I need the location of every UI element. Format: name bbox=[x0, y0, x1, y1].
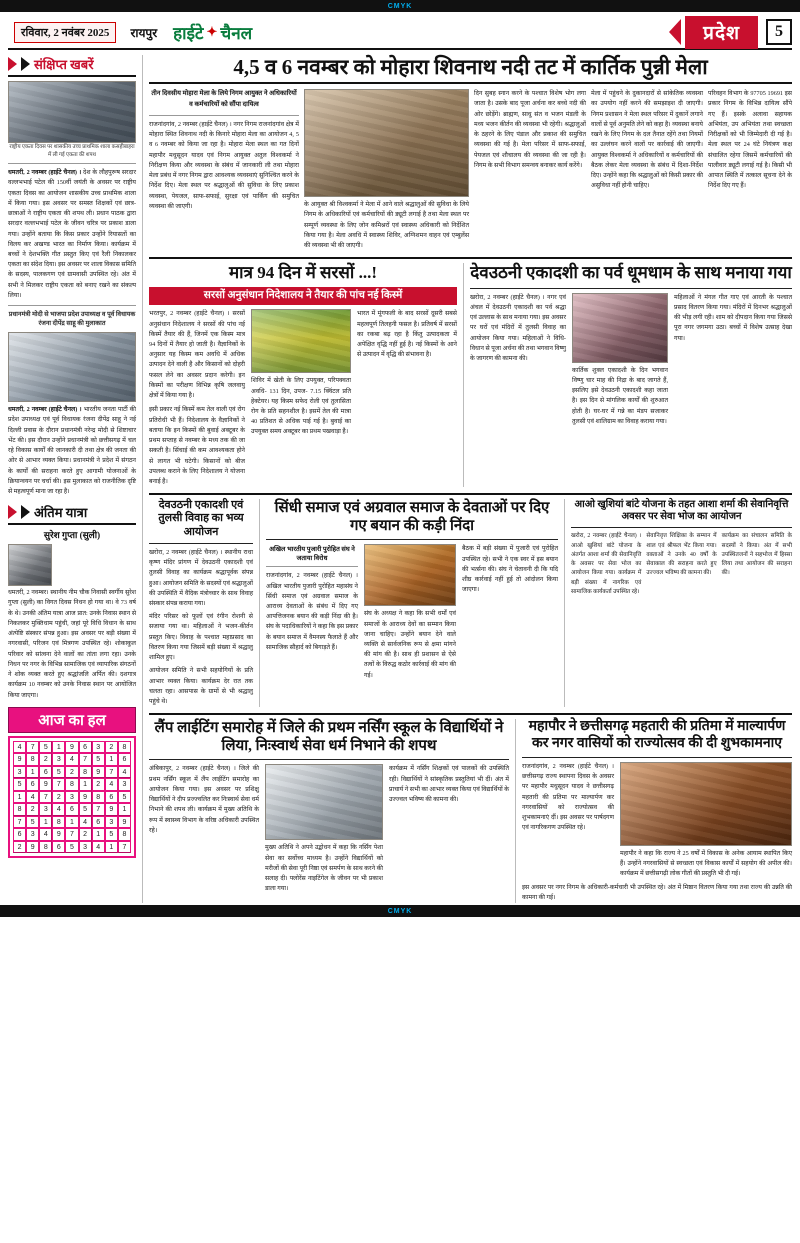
dev-cols bbox=[470, 293, 792, 427]
mayor-headline: महापौर ने छत्तीसगढ़ महतारी की प्रतिमा में माल्यार्पण कर नगर वासियों को राज्योत्सव की दी शुभकामनाए bbox=[528, 719, 786, 752]
lamp-col-3 bbox=[389, 764, 509, 894]
sudoku-cell: 9 bbox=[118, 816, 131, 829]
logo-text-2: चैनल bbox=[220, 23, 253, 43]
lead-subhead: तीन दिवसीय मोहारा मेला के लिये निगम आयुक्त ने अधिकारियों व कर्मचारियों को सौंपा दायित्व bbox=[151, 90, 297, 109]
sudoku-cell: 3 bbox=[92, 741, 105, 754]
sudoku-cell: 4 bbox=[52, 803, 65, 816]
leaf-icon: ✦ bbox=[206, 24, 218, 39]
publication-date: रविवार, 2 नवंबर 2025 bbox=[14, 22, 116, 43]
sudoku-cell: 9 bbox=[39, 778, 52, 791]
obituary-text: धमतरी, 2 नवम्बर। स्थानीय नीम चौक निवासी स्वर्गीय सुरेश गुप्ता (सुली) का विगत दिवस निधन हो गया था। वे 73 वर्ष के थे। उनकी अंतिम यात्रा आज प्रात: उनके निवास स्थान से निकलकर मुक्तिधाम पहुंची, जहां पूरे विधि विधान के साथ अंत्येष्टि संस्कार संपन्न हुआ। इस अवसर पर बड़ी संख्या में नगरवासी, परिजन एवं मित्रगण उपस्थित रहे। शोकाकुल परिवार को सांत्वना देने वालों का तांता लगा रहा। उनके निधन पर नगर के विभिन्न सामाजिक एवं व्यापारिक संगठनों ने शोक व्यक्त करते हुए श्रद्धांजलि अर्पित की। दशगात्र कार्यक्रम 10 नवम्बर को उनके निवास स्थान पर आयोजित किया जाएगा। bbox=[8, 589, 136, 699]
sarso-redbar: सरसों अनुसंधान निदेशालय ने तैयार की पांच नई किस्में bbox=[149, 287, 457, 306]
sudoku-cell: 7 bbox=[65, 828, 78, 841]
tulsi-headline: देवउठनी एकादशी एवं तुलसी विवाह का भव्य आयोजन bbox=[158, 499, 244, 538]
sudoku-cell: 2 bbox=[65, 766, 78, 779]
mayor-text-3: इस अवसर पर नगर निगम के अधिकारी-कर्मचारी भी उपस्थित रहे। अंत में मिष्ठान वितरण किया गया तथा राज्य की उन्नति की कामना की गई। bbox=[522, 883, 792, 901]
sudoku-cell: 6 bbox=[52, 841, 65, 854]
lead-photo-col bbox=[304, 89, 469, 251]
divider-10 bbox=[522, 757, 792, 758]
asha-text-2: सेवानिवृत्त शिक्षिका के सम्मान में शाल एवं श्रीफल भेंट किया गया। वक्ताओं ने उनके 40 वर्षों के सेवाकाल की सराहना करते हुए उज्ज्वल भविष्य की कामना की। bbox=[646, 533, 717, 577]
divider-4 bbox=[470, 288, 792, 289]
sudoku-cell: 3 bbox=[39, 803, 52, 816]
sudoku-cell: 7 bbox=[39, 791, 52, 804]
sudoku-cell: 5 bbox=[39, 741, 52, 754]
page-number: 5 bbox=[766, 19, 792, 45]
lamp-photo bbox=[265, 764, 383, 840]
row-sarso-dev bbox=[149, 263, 792, 487]
article-body-modi bbox=[8, 405, 136, 497]
lead-text-5: परिवहन विभाग के 97705 19691 इस प्रकार निगम के विभिन्न दायित्व सौंपे गए हैं। इसके अलावा सहायक अभियंता, उप अभियंता तथा स्वच्छता निरीक्षकों को भी जिम्मेदारी दी गई है। मेला स्थल पर 24 घंटे नियंत्रण कक्ष संचालित रहेगा जिसमें कर्मचारियों की पालीवार ड्यूटी लगाई गई है। किसी भी आपात स्थिति में तत्काल सूचना देने के निर्देश दिए गए हैं। bbox=[708, 90, 792, 190]
sudoku-cell: 9 bbox=[13, 753, 26, 766]
sudoku-cell: 6 bbox=[65, 803, 78, 816]
sindhi-headline: सिंधी समाज एवं अग्रवाल समाज के देवताओं पर दिए गए बयान की कड़ी निंदा bbox=[274, 500, 550, 535]
sindhi-cols bbox=[266, 544, 558, 681]
divider-2 bbox=[8, 305, 136, 306]
sudoku-cell: 8 bbox=[26, 753, 39, 766]
dev-col-1 bbox=[470, 293, 566, 427]
sudoku-cell: 6 bbox=[118, 753, 131, 766]
sudoku-cell: 8 bbox=[79, 766, 92, 779]
triangle-icon bbox=[8, 57, 17, 71]
lead-top-strip bbox=[149, 89, 792, 251]
sarso-col-3 bbox=[357, 309, 457, 487]
dev-photo bbox=[572, 293, 668, 363]
sudoku-cell: 6 bbox=[79, 741, 92, 754]
dev-article bbox=[470, 263, 792, 487]
mayor-text-2: महापौर ने कहा कि राज्य ने 25 वर्षों में विकास के अनेक आयाम स्थापित किए हैं। उन्होंने नगरवासियों से स्वच्छता एवं विकास कार्यों में सहयोग की अपील की। कार्यक्रम में छत्तीसगढ़ी लोक गीतों की प्रस्तुति भी दी गई। bbox=[620, 849, 792, 878]
sudoku-cell: 8 bbox=[13, 803, 26, 816]
asha-col-2 bbox=[646, 532, 716, 597]
sudoku-cell: 5 bbox=[26, 816, 39, 829]
dev-text-3: महिलाओं ने मंगल गीत गाए एवं आरती के पश्चात प्रसाद वितरण किया गया। मंदिरों में दिनभर श्रद्धालुओं की भीड़ लगी रही। शाम को दीपदान किया गया जिससे पूरा नगर जगमगा उठा। बच्चों में विशेष उत्साह देखा गया। bbox=[674, 293, 792, 342]
tulsi-text-1: खरोरा, 2 नवम्बर (हाईटे चैनल) । स्थानीय राधा कृष्ण मंदिर प्रांगण में देवउठनी एकादशी एवं तुलसी विवाह का कार्यक्रम श्रद्धापूर्वक संपन्न हुआ। आयोजन समिति के सदस्यों एवं श्रद्धालुओं की उपस्थिति में वैदिक मंत्रोच्चार के साथ विवाह संस्कार संपन्न कराया गया। bbox=[149, 548, 253, 608]
banner-last-journey bbox=[8, 503, 136, 525]
sudoku-cell: 7 bbox=[13, 816, 26, 829]
arrow-icon bbox=[669, 19, 681, 45]
column-rule-5 bbox=[515, 719, 516, 903]
divider-9 bbox=[149, 759, 509, 760]
mayor-text-1: राजनांदगांव, 2 नवम्बर (हाईटे चैनल) । छत्तीसगढ़ राज्य स्थापना दिवस के अवसर पर महापौर मधुसूदन यादव ने छत्तीसगढ़ महतारी की प्रतिमा पर माल्यार्पण कर नगरवासियों को राज्योत्सव की शुभकामनाएं दीं। इस अवसर पर पार्षदगण एवं नागरिकगण उपस्थित रहे। bbox=[522, 762, 614, 832]
sudoku-grid bbox=[13, 741, 131, 854]
sudoku-cell: 7 bbox=[26, 741, 39, 754]
sudoku-cell: 6 bbox=[92, 816, 105, 829]
lead-text-col-3 bbox=[474, 89, 586, 251]
masthead bbox=[8, 16, 792, 50]
asha-article bbox=[571, 499, 792, 707]
sindhi-col-2 bbox=[364, 544, 456, 681]
sudoku-cell: 4 bbox=[39, 828, 52, 841]
lamp-col-1 bbox=[149, 764, 259, 894]
sudoku-cell: 2 bbox=[13, 841, 26, 854]
lead-text-2: के आयुक्त श्री विश्वकर्मा ने मेला में आने वाले श्रद्धालुओं की सुविधा के लिये निगम के अधिकारियों एवं कर्मचारियों की ड्यूटी लगाई है तथा मेला स्थल पर सम्पूर्ण व्यवस्था के लिए जोन कमिश्नरों एवं स्वास्थ्य अधिकारी को निर्देशित किया गया है। मेला अवधि में स्वास्थ्य शिविर, अग्निशमन वाहन एवं एम्बुलेंस की व्यवस्था भी की जाएगी। bbox=[304, 201, 469, 250]
page-columns bbox=[8, 55, 792, 903]
sudoku-cell: 7 bbox=[92, 803, 105, 816]
sudoku-cell: 9 bbox=[79, 791, 92, 804]
row-three-articles bbox=[149, 499, 792, 707]
obituary-name: सुरेश गुप्ता (सुली) bbox=[43, 530, 101, 541]
sudoku-cell: 4 bbox=[79, 816, 92, 829]
sudoku-cell: 6 bbox=[105, 791, 118, 804]
lead-text-col-5 bbox=[708, 89, 792, 251]
tulsi-text-2: मंदिर परिसर को फूलों एवं रंगीन रोशनी से सजाया गया था। महिलाओं ने भजन-कीर्तन प्रस्तुत किए। विवाह के पश्चात महाप्रसाद का वितरण किया गया जिसमें बड़ी संख्या में श्रद्धालु शामिल हुए। bbox=[149, 613, 253, 662]
sudoku-cell: 6 bbox=[13, 828, 26, 841]
sudoku-cell: 1 bbox=[65, 816, 78, 829]
mayor-cols bbox=[522, 762, 792, 880]
sindhi-text-3: बैठक में बड़ी संख्या में पुजारी एवं पुरोहित उपस्थित रहे। सभी ने एक स्वर में इस बयान की भर्त्सना की। संघ ने चेतावनी दी कि यदि शीघ्र कार्रवाई नहीं हुई तो आंदोलन किया जाएगा। bbox=[462, 545, 558, 594]
mayor-col-1 bbox=[522, 762, 614, 880]
divider bbox=[8, 163, 136, 164]
top-color-bar bbox=[0, 0, 800, 12]
photo-caption-unity-day: राष्ट्रीय एकता दिवस पर शासकीय उच्च प्राथमिक शाला कसहीबाहरा में ली गई एकता की शपथ bbox=[9, 144, 135, 158]
sudoku-cell: 6 bbox=[26, 778, 39, 791]
sarso-col-2 bbox=[251, 309, 351, 487]
sindhi-photo bbox=[364, 544, 456, 606]
sudoku-cell: 1 bbox=[39, 816, 52, 829]
triangle-icon-4 bbox=[21, 505, 30, 519]
sudoku-cell: 3 bbox=[105, 816, 118, 829]
sudoku-cell: 1 bbox=[105, 753, 118, 766]
divider-3 bbox=[149, 115, 299, 116]
lamp-article bbox=[149, 719, 509, 903]
sindhi-article bbox=[266, 499, 558, 707]
sudoku-cell: 2 bbox=[52, 791, 65, 804]
sudoku-cell: 3 bbox=[65, 791, 78, 804]
column-rule-2 bbox=[463, 263, 464, 487]
dateline-modi: धमतरी, 2 नवम्बर (हाईटे चैनल) । bbox=[8, 406, 82, 414]
dev-headline: देवउठनी एकादशी का पर्व धूमधाम के साथ मनाया गया bbox=[470, 263, 792, 283]
sudoku-cell: 7 bbox=[79, 753, 92, 766]
section-divider-3 bbox=[149, 713, 792, 715]
sudoku-solution bbox=[8, 736, 136, 859]
mayor-photo bbox=[620, 762, 792, 846]
news-photo-unity-day bbox=[8, 81, 136, 143]
asha-cols bbox=[571, 532, 792, 597]
sarso-cols bbox=[149, 309, 457, 487]
banner-brief-news bbox=[8, 55, 136, 77]
mayor-article bbox=[522, 719, 792, 903]
masthead-left bbox=[8, 16, 169, 48]
sudoku-cell: 4 bbox=[118, 766, 131, 779]
lead-photo bbox=[304, 89, 469, 197]
sudoku-cell: 5 bbox=[13, 778, 26, 791]
sudoku-cell: 7 bbox=[52, 778, 65, 791]
cmyk-label-bottom: CMYK bbox=[387, 907, 413, 915]
sindhi-col-3 bbox=[462, 544, 558, 681]
sudoku-cell: 2 bbox=[79, 828, 92, 841]
sudoku-cell: 2 bbox=[26, 803, 39, 816]
sarso-photo bbox=[251, 309, 351, 373]
dev-text-1: खरोरा, 2 नवम्बर (हाईटे चैनल) । नगर एवं अंचल में देवउठनी एकादशी का पर्व श्रद्धा एवं उल्लास के साथ मनाया गया। इस अवसर पर घरों एवं मंदिरों में तुलसी विवाह का आयोजन किया गया। महिलाओं ने विधि-विधान से पूजा अर्चना की तथा भगवान विष्णु के जागरण की कामना की। bbox=[470, 293, 566, 363]
sudoku-cell: 2 bbox=[92, 778, 105, 791]
column-rule-1 bbox=[142, 55, 143, 903]
paper-logo bbox=[169, 16, 252, 48]
dateline-unity-day: धमतरी, 2 नवम्बर (हाईटे चैनल) । bbox=[8, 169, 82, 177]
asha-headline: आओ खुशियां बांटे योजना के तहत आशा शर्मा की सेवानिवृत्ति अवसर पर सेवा भोज का आयोजन bbox=[574, 499, 789, 523]
section-title: प्रदेश bbox=[685, 16, 758, 49]
lamp-headline: लैंप लाईटिंग समारोह में जिले की प्रथम नर्सिंग स्कूल के विद्यार्थियों ने लिया, निःस्वार्थ सेवा धर्म निभाने की शपथ bbox=[154, 720, 504, 755]
sudoku-cell: 9 bbox=[65, 741, 78, 754]
sudoku-cell: 1 bbox=[79, 778, 92, 791]
sindhi-text-1: राजनांदगांव, 2 नवम्बर (हाईटे चैनल) । अखिल भारतीय पुजारी पुरोहित महासंघ ने सिंधी समाज एवं अग्रवाल समाज के आराध्य देवताओं के संबंध में दिए गए आपत्तिजनक बयान की कड़ी निंदा की है। संघ के पदाधिकारियों ने कहा कि इस प्रकार के बयान समाज में वैमनस्य फैलाते हैं और सामाजिक सौहार्द को बिगाड़ते हैं। bbox=[266, 572, 358, 651]
divider-6 bbox=[266, 539, 558, 540]
sindhi-kicker: अखिल भारतीय पुजारी पुरोहित संघ ने जताया विरोध bbox=[269, 546, 355, 563]
sudoku-cell: 1 bbox=[26, 766, 39, 779]
mayor-col-2 bbox=[620, 762, 792, 880]
cmyk-label-top: CMYK bbox=[387, 2, 413, 10]
sudoku-cell: 9 bbox=[92, 766, 105, 779]
sarso-col-1 bbox=[149, 309, 245, 487]
banner-label: संक्षिप्त खबरें bbox=[34, 57, 94, 72]
sudoku-cell: 8 bbox=[52, 816, 65, 829]
lamp-col-2 bbox=[265, 764, 383, 894]
sudoku-cell: 5 bbox=[92, 753, 105, 766]
sudoku-cell: 1 bbox=[105, 841, 118, 854]
logo-text-1: हाईटे bbox=[173, 23, 204, 43]
article-body-unity-day bbox=[8, 168, 136, 301]
sudoku-cell: 1 bbox=[92, 828, 105, 841]
sudoku-cell: 5 bbox=[52, 766, 65, 779]
sudoku-cell: 2 bbox=[105, 741, 118, 754]
asha-col-1 bbox=[571, 532, 641, 597]
lamp-text-1: अंबिकापुर, 2 नवम्बर (हाईटे चैनल) । जिले की प्रथम नर्सिंग स्कूल में लैंप लाईटिंग समारोह का आयोजन किया गया। इस अवसर पर प्रशिक्षु विद्यार्थियों ने दीप प्रज्ज्वलित कर निःस्वार्थ सेवा धर्म निभाने की शपथ ली। कार्यक्रम में मुख्य अतिथि के रूप में स्वास्थ्य विभाग के वरिष्ठ अधिकारी उपस्थित रहे। bbox=[149, 765, 259, 834]
dev-text-2: कार्तिक शुक्ल एकादशी के दिन भगवान विष्णु चार माह की निद्रा के बाद जागते हैं, इसलिए इसे देवउठनी एकादशी कहा जाता है। इस दिन से मांगलिक कार्यों की शुरुआत होती है। घर-घर में गन्ने का मंडप सजाकर तुलसी एवं शालिग्राम का विवाह कराया गया। bbox=[572, 366, 668, 425]
sudoku-cell: 8 bbox=[92, 791, 105, 804]
divider-5 bbox=[149, 543, 253, 544]
lead-text-1: राजनांदगांव, 2 नवम्बर (हाईटे चैनल) । नगर निगम राजनांदगांव क्षेत्र में मोहारा स्थित शिवनाथ नदी के किनारे मोहारा मेला का आयोजन 4, 5 व 6 नवम्बर को किया जा रहा है। मोहारा मेला स्थल का गत दिनों महापौर मधुसूदन यादव एवं निगम आयुक्त अतुल विश्वकर्मा ने निरीक्षण किया और व्यवस्था के संबंध में जानकारी ली तथा मोहारा मेला प्रबंध में नगर निगम द्वारा आवश्यक व्यवस्थाएं सुनिश्चित करने के निर्देश दिए। मेला स्थल पर श्रद्धालुओं की सुविधा के लिए प्रकाश व्यवस्था, पेयजल, साफ-सफाई, सुरक्षा एवं पार्किंग की समुचित व्यवस्था की जाएगी। bbox=[149, 120, 299, 210]
asha-text-1: खरोरा, 2 नवम्बर (हाईटे चैनल) । आओ खुशियां बांटे योजना के अंतर्गत आशा शर्मा की सेवानिवृत्ति के अवसर पर सेवा भोज का आयोजन किया गया। कार्यक्रम में बड़ी संख्या में नागरिक एवं सामाजिक कार्यकर्ता उपस्थित रहे। bbox=[571, 533, 642, 595]
divider-7 bbox=[266, 566, 358, 567]
sudoku-cell: 1 bbox=[118, 803, 131, 816]
sudoku-cell: 4 bbox=[105, 778, 118, 791]
dev-col-2 bbox=[572, 293, 668, 427]
column-rule-3 bbox=[259, 499, 260, 707]
sudoku-cell: 2 bbox=[39, 753, 52, 766]
dev-col-3 bbox=[674, 293, 792, 427]
lamp-cols bbox=[149, 764, 509, 894]
sudoku-cell: 8 bbox=[39, 841, 52, 854]
sudoku-cell: 5 bbox=[118, 791, 131, 804]
sudoku-cell: 5 bbox=[105, 828, 118, 841]
sarso-text-4: भारत में मूंगफली के बाद सरसों दूसरी सबसे महत्वपूर्ण तिलहनी फसल है। प्रतिवर्ष में सरसों का रकबा बढ़ रहा है किंतु उत्पादकता में अपेक्षित वृद्धि नहीं हुई है। नई किस्मों के आने से उत्पादन में वृद्धि की संभावना है। bbox=[357, 310, 457, 359]
left-column bbox=[8, 55, 136, 903]
article-text-unity-day: देश के लौहपुरूष सरदार वल्लभभाई पटेल की 150वीं जयंती के अवसर पर राष्ट्रीय एकता दिवस का आयोजन शासकीय उच्च प्राथमिक शाला में किया गया। इस अवसर पर समस्त शिक्षकों एवं छात्र-छात्राओं ने राष्ट्रीय एकता की शपथ ली। प्रधान पाठक द्वारा सरदार वल्लभभाई पटेल के जीवन चरित्र पर प्रकाश डाला गया। उन्होंने बताया कि किस प्रकार उन्होंने रियासतों का विलय कर अखण्ड भारत का निर्माण किया। कार्यक्रम में बच्चों ने देशभक्ति गीत प्रस्तुत किए एवं रैली निकालकर एकता का संदेश दिया। इस अवसर पर शाला विकास समिति के सदस्य, पालकगण एवं ग्रामवासी उपस्थित रहे। अंत में सभी ने मिलकर राष्ट्रीय एकता को बनाए रखने का संकल्प लिया। bbox=[8, 169, 137, 299]
sindhi-col-1 bbox=[266, 544, 358, 681]
sudoku-cell: 3 bbox=[26, 828, 39, 841]
lead-headline: 4,5 व 6 नवम्बर को मोहारा शिवनाथ नदी तट में कार्तिक पुन्नी मेला bbox=[149, 55, 792, 84]
lead-text-3: दिन सुबह स्नान करने के पश्चात विशेष भोग लगा जाता है। उसके बाद पूजा अर्चना कर बच्चे नदी की ओर छोड़ेंगे। ब्राह्मण, साधु संत व भजन मंडली के मध्य भजन कीर्तन की व्यवस्था भी रहेगी। श्रद्धालुओं के ठहरने के लिए पंडाल और प्रकाश की समुचित व्यवस्था की गई है। मेला परिसर में साफ-सफाई, पेयजल एवं शौचालय की व्यवस्था की जा रही है। निगम के सभी विभाग समन्वय बनाकर कार्य करेंगे। bbox=[474, 90, 586, 169]
sudoku-cell: 8 bbox=[118, 741, 131, 754]
photo-caption-modi: प्रधानमंत्री मोदी से भाजपा प्रदेश उपाध्यक्ष व पूर्व विधायक रंजना दीपेंद्र साहू की मुलाकात bbox=[8, 311, 136, 328]
bottom-color-bar bbox=[0, 905, 800, 917]
tulsi-text-3: आयोजन समिति ने सभी सहयोगियों के प्रति आभार व्यक्त किया। कार्यक्रम देर रात तक चलता रहा। आसपास के ग्रामों से भी श्रद्धालु पहुंचे थे। bbox=[149, 667, 253, 706]
sudoku-cell: 4 bbox=[26, 791, 39, 804]
sudoku-cell: 4 bbox=[65, 753, 78, 766]
main-content bbox=[149, 55, 792, 903]
lead-text-4: मेला में पहुंचने के दुकानदारों से सांकेतिक व्यवस्था का उपयोग नहीं करने की समझाइश दी जाएगी। निगम प्रशासन ने मेला स्थल परिसर में दुकानें लगाने वालों से पूर्व अनुमति लेने को कहा है। व्यवस्था बनाये रखने के लिए निगम के दल तैनात रहेंगे तथा नियमों का उल्लंघन करने वालों पर कार्रवाई की जाएगी। आयुक्त विश्वकर्मा ने अधिकारियों व कर्मचारियों की बैठक लेकर मेला व्यवस्था के संबंध में दिशा-निर्देश दिए। उन्होंने कहा कि श्रद्धालुओं को किसी प्रकार की असुविधा नहीं होनी चाहिए। bbox=[591, 90, 703, 190]
masthead-right bbox=[669, 16, 792, 48]
sarso-headline: मात्र 94 दिन में सरसों ...! bbox=[229, 263, 377, 283]
sudoku-cell: 1 bbox=[13, 791, 26, 804]
sindhi-text-2: संघ के अध्यक्ष ने कहा कि सभी धर्मों एवं समाजों के आराध्य देवों का सम्मान किया जाना चाहिए। उन्होंने बयान देने वाले व्यक्ति से सार्वजनिक रूप से क्षमा मांगने की मांग की है। साथ ही प्रशासन से ऐसे तत्वों के विरुद्ध कठोर कार्रवाई की मांग की गई। bbox=[364, 610, 456, 679]
sudoku-cell: 9 bbox=[26, 841, 39, 854]
news-photo-modi bbox=[8, 332, 136, 402]
asha-text-3: कार्यक्रम का संचालन समिति के सदस्यों ने किया। अंत में सभी उपस्थितजनों ने सहभोज में हिस्सा लिया तथा आयोजन की सराहना की। bbox=[721, 533, 792, 577]
sudoku-cell: 1 bbox=[52, 741, 65, 754]
sudoku-cell: 3 bbox=[13, 766, 26, 779]
sudoku-cell: 6 bbox=[39, 766, 52, 779]
section-divider-2 bbox=[149, 493, 792, 495]
edition-city: रायपुर bbox=[130, 25, 158, 40]
tulsi-article bbox=[149, 499, 253, 707]
sudoku-cell: 8 bbox=[118, 828, 131, 841]
lead-subhead-col bbox=[149, 89, 299, 251]
sudoku-cell: 5 bbox=[65, 841, 78, 854]
sudoku-cell: 4 bbox=[13, 741, 26, 754]
sudoku-cell: 7 bbox=[118, 841, 131, 854]
sudoku-cell: 8 bbox=[65, 778, 78, 791]
sudoku-cell: 3 bbox=[79, 841, 92, 854]
sudoku-title: आज का हल bbox=[8, 707, 136, 733]
sarso-text-3: शिविर में खेती के लिए उपयुक्त, परिपक्वता अवधि- 131 दिन, उपज- 7.15 क्विंटल प्रति हेक्टेयर। यह किस्म सफेद रोली एवं तुलासिता रोग के प्रति सहनशील है। इसमें तेल की मात्रा 40 प्रतिशत से अधिक पाई गई है। बुवाई का उपयुक्त समय अक्टूबर का प्रथम पखवाड़ा है। bbox=[251, 377, 351, 436]
sudoku-cell: 3 bbox=[118, 778, 131, 791]
masthead-spacer bbox=[252, 16, 669, 48]
banner-label-2: अंतिम यात्रा bbox=[34, 505, 88, 521]
divider-8 bbox=[571, 527, 792, 528]
sudoku-cell: 5 bbox=[79, 803, 92, 816]
section-divider-1 bbox=[149, 257, 792, 259]
sudoku-cell: 9 bbox=[105, 803, 118, 816]
triangle-icon-2 bbox=[21, 57, 30, 71]
sudoku-cell: 4 bbox=[92, 841, 105, 854]
sarso-article bbox=[149, 263, 457, 487]
row-lamp-mayor bbox=[149, 719, 792, 903]
article-text-modi: भारतीय जनता पार्टी की प्रदेश उपाध्यक्ष एवं पूर्व विधायक रंजना दीपेंद्र साहू ने नई दिल्ली प्रवास के दौरान प्रधानमंत्री नरेन्द्र मोदी से शिष्टाचार भेंट की। इस दौरान उन्होंने प्रधानमंत्री को छत्तीसगढ़ में चल रहे विकास कार्यों की जानकारी दी तथा क्षेत्र की जनता की ओर से आभार व्यक्त किया। प्रधानमंत्री ने प्रदेश में संगठन के कार्यों की सराहना करते हुए आगामी योजनाओं के क्रियान्वयन पर चर्चा की। इस मुलाकात को राजनीतिक दृष्टि से महत्वपूर्ण माना जा रहा है। bbox=[8, 406, 136, 495]
lamp-text-3: कार्यक्रम में नर्सिंग शिक्षकों एवं पालकों की उपस्थिति रही। विद्यार्थियों ने सांस्कृतिक प्रस्तुतियां भी दीं। अंत में प्राचार्य ने सभी का आभार व्यक्त किया एवं विद्यार्थियों के उज्ज्वल भविष्य की कामना की। bbox=[389, 765, 509, 804]
sudoku-cell: 3 bbox=[52, 753, 65, 766]
lamp-text-2: मुख्य अतिथि ने अपने उद्बोधन में कहा कि नर्सिंग पेशा सेवा का सर्वोच्च माध्यम है। उन्होंने विद्यार्थियों को मरीजों की सेवा पूरी निष्ठा एवं समर्पण के साथ करने की सलाह दी। फ्लोरेंस नाइटिंगेल के जीवन पर भी प्रकाश डाला गया। bbox=[265, 844, 383, 893]
sarso-text-2: इसी प्रकार नई किस्में कम तेल वाली एवं रोग प्रतिरोधी भी हैं। निदेशालय के वैज्ञानिकों ने बताया कि इन किस्मों की बुवाई अक्टूबर के प्रथम सप्ताह से नवम्बर के मध्य तक की जा सकती है। सिंचाई की कम आवश्यकता होने से लागत भी घटेगी। किसानों को बीज उपलब्ध कराने के लिए निदेशालय ने योजना बनाई है। bbox=[149, 406, 245, 486]
sarso-text-1: भरतपुर, 2 नवम्बर (हाईटे चैनल) । सरसों अनुसंधान निदेशालय ने सरसों की पांच नई किस्में तैयार की हैं, जिनमें एक किस्म मात्र 94 दिनों में तैयार हो जाती है। वैज्ञानिकों के अनुसार यह किस्म कम अवधि में अधिक उत्पादन देने वाली है और किसानों को दोहरी फसल लेने का अवसर प्रदान करेगी। इन किस्मों का परीक्षण विभिन्न कृषि जलवायु क्षेत्रों में किया गया है। bbox=[149, 310, 245, 400]
obituary-portrait bbox=[8, 544, 52, 586]
lead-text-col-4 bbox=[591, 89, 703, 251]
asha-col-3 bbox=[722, 532, 792, 597]
sudoku-cell: 7 bbox=[105, 766, 118, 779]
triangle-icon-3 bbox=[8, 505, 17, 519]
sudoku-cell: 9 bbox=[52, 828, 65, 841]
column-rule-4 bbox=[564, 499, 565, 707]
